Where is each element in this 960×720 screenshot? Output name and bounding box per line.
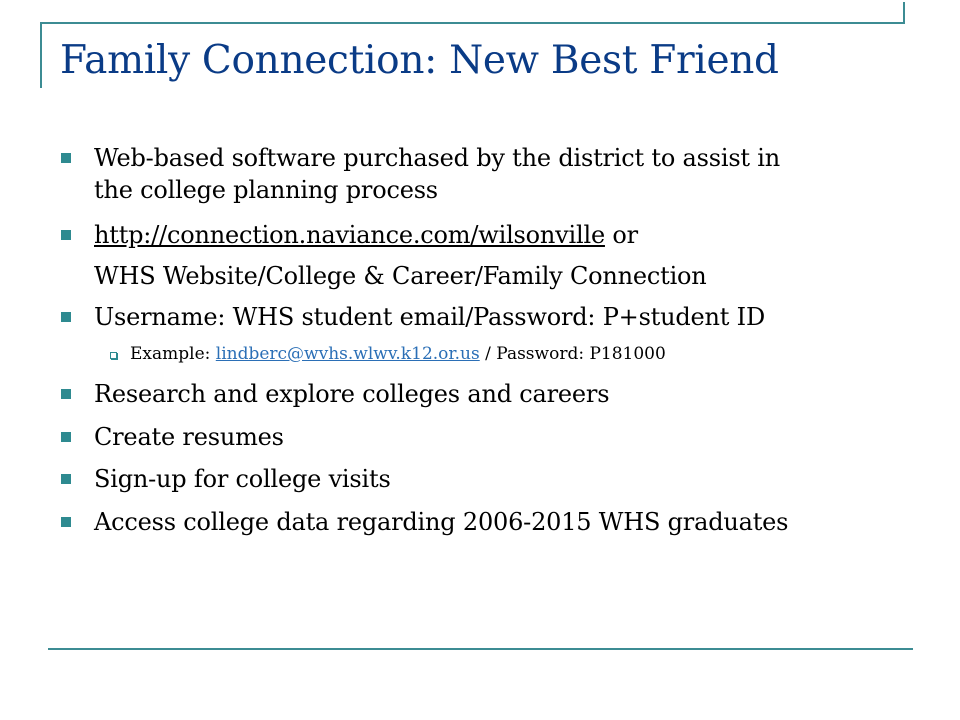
sub-bullet-prefix: Example: — [130, 344, 216, 364]
bullet-1-line-2: the college planning process — [94, 176, 438, 204]
bullet-7-line: Access college data regarding 2006-2015 WHS graduates — [94, 508, 789, 536]
bullet-4-line: Research and explore colleges and careers — [94, 380, 610, 408]
bullet-2-line — [94, 221, 638, 250]
sub-bullet-line — [130, 343, 666, 365]
bullet-marker-icon — [61, 153, 71, 163]
bullet-1-line-1: Web-based software purchased by the district to assist in — [94, 144, 781, 172]
bullet-marker-icon — [61, 432, 71, 442]
bullet-marker-icon — [61, 312, 71, 322]
bullet-marker-icon — [61, 517, 71, 527]
slide-title: Family Connection: New Best Friend — [60, 38, 779, 83]
bullet-marker-icon — [61, 389, 71, 399]
bullet-marker-icon — [61, 230, 71, 240]
naviance-link[interactable]: http://connection.naviance.com/wilsonville — [94, 221, 605, 249]
example-email-link[interactable]: lindberc@wvhs.wlwv.k12.or.us — [215, 344, 480, 364]
bullet-marker-icon — [61, 474, 71, 484]
sub-bullet-suffix: / Password: P181000 — [479, 344, 666, 364]
bullet-2-continuation: WHS Website/College & Career/Family Connection — [94, 262, 707, 290]
bullet-5-line: Create resumes — [94, 423, 284, 451]
bullet-6-line: Sign-up for college visits — [94, 465, 391, 493]
sub-bullet-marker-icon — [110, 352, 117, 359]
bullet-3-line: Username: WHS student email/Password: P+student ID — [94, 303, 766, 331]
bullet-2-suffix: or — [604, 221, 638, 249]
